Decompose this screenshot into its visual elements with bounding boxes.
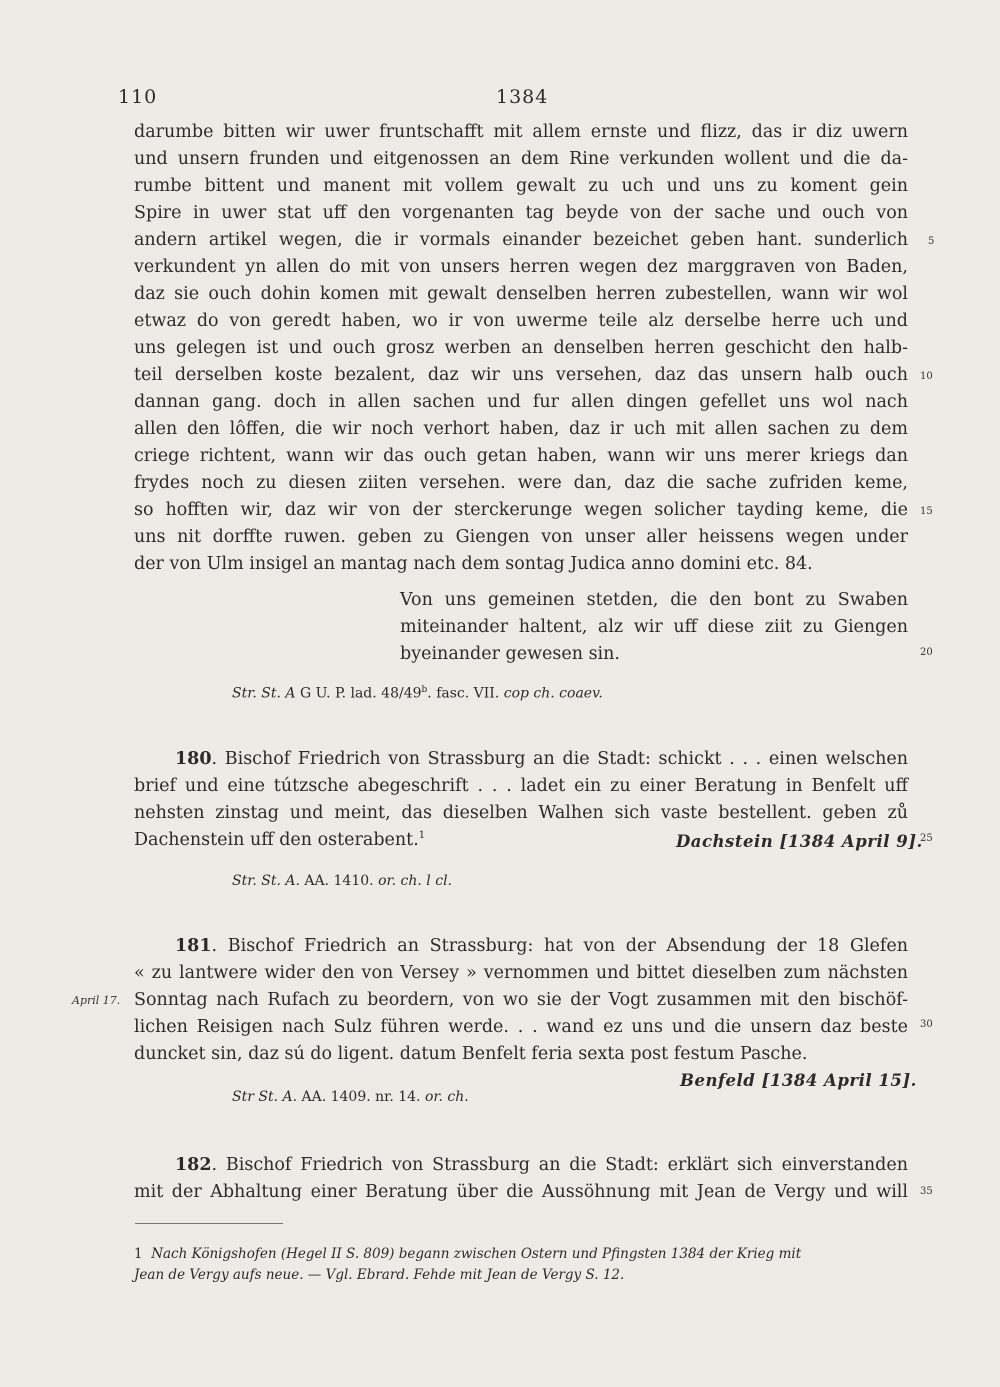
page-number: 110 [118, 86, 158, 108]
text-line: uns nit dorffte ruwen. geben zu Giengen von unser aller heissens wegen under [134, 527, 908, 547]
entry-180-line [175, 749, 908, 769]
entry-180-line [134, 830, 425, 850]
margin-date: April 17. [72, 994, 121, 1007]
signature-line: Von uns gemeinen stetden, die den bont zu Swaben [400, 590, 908, 610]
text-line: darumbe bitten wir uwer fruntschafft mit allem ernste und flizz, das ir diz uwern [134, 122, 908, 142]
text-line: andern artikel wegen, die ir vormals einander bezeichet geben hant. sunderlich [134, 230, 908, 250]
text-line: daz sie ouch dohin komen mit gewalt denselben herren zubestellen, wann wir wol [134, 284, 908, 304]
source-note [232, 685, 603, 702]
signature-line: miteinander haltent, alz wir uff diese ziit zu Giengen [400, 617, 908, 637]
text-line: dannan gang. doch in allen sachen und fur allen dingen gefellet uns wol nach [134, 392, 908, 412]
entry-text: Dachenstein uff den osterabent. [134, 830, 419, 850]
source-fasc: . fasc. VII. [427, 685, 500, 702]
source-note [232, 873, 452, 889]
entry-181-dateline: Benfeld [1384 April 15]. [680, 1071, 917, 1090]
source-archive: Str St. A. [232, 1089, 298, 1105]
source-note [232, 1089, 469, 1105]
footnote-text: Nach Königshofen (Hegel II S. 809) begann zwischen Ostern und Pfingsten 1384 der Krieg mit [151, 1246, 802, 1262]
text-line: und unsern frunden und eitgenossen an dem Rine verkunden wollent und die da- [134, 149, 908, 169]
text-line: criege richtent, wann wir das ouch getan haben, wann wir uns merer kriegs dan [134, 446, 908, 466]
entry-180-dateline: Dachstein [1384 April 9]. [676, 832, 923, 851]
source-signature: AA. 1410. [304, 873, 374, 889]
margin-line-number: 10 [920, 371, 933, 382]
text-line: rumbe bittent und manent mit vollem gewalt zu uch und uns zu koment gein [134, 176, 908, 196]
text-line: verkundent yn allen do mit von unsers herren wegen dez marggraven von Baden, [134, 257, 908, 277]
text-line: so hofften wir, daz wir von der sterckerunge wegen solicher tayding keme, die [134, 500, 908, 520]
footnote-rule [135, 1223, 283, 1224]
source-archive: Str. St. A. [232, 873, 300, 889]
source-type: or. ch. l cl. [378, 873, 452, 889]
source-type: or. ch. [424, 1089, 469, 1105]
margin-line-number: 20 [920, 647, 933, 658]
entry-text: . Bischof Friedrich an Strassburg: hat von der Absendung der 18 Glefen [211, 936, 908, 956]
source-archive: Str. St. A [232, 685, 296, 702]
entry-180-line: brief und eine tútzsche abegeschrift . . . ladet ein zu einer Beratung in Benfelt uff [134, 776, 908, 796]
source-signature: G U. P. lad. 48/49 [299, 685, 422, 702]
entry-text: . Bischof Friedrich von Strassburg an die Stadt: schickt . . . einen welschen [211, 749, 908, 769]
margin-line-number: 5 [928, 236, 935, 247]
entry-text: . Bischof Friedrich von Strassburg an die Stadt: erklärt sich einverstanden [211, 1155, 908, 1175]
footnote-ref: 1 [418, 830, 426, 842]
entry-number: 180 [175, 749, 212, 769]
text-line: allen den lôffen, die wir noch verhort haben, daz ir uch mit allen sachen zu dem [134, 419, 908, 439]
source-signature: AA. 1409. nr. 14. [301, 1089, 421, 1105]
text-line: frydes noch zu diesen ziiten versehen. were dan, daz die sache zufriden keme, [134, 473, 908, 493]
text-line: Spire in uwer stat uff den vorgenanten tag beyde von der sache und ouch von [134, 203, 908, 223]
entry-182-line [175, 1155, 908, 1175]
entry-181-line [175, 936, 908, 956]
text-line: teil derselben koste bezalent, daz wir uns versehen, daz das unsern halb ouch [134, 365, 908, 385]
entry-181-line: « zu lantwere wider den von Versey » vernommen und bittet dieselben zum nächsten [134, 963, 908, 983]
text-line: der von Ulm insigel an mantag nach dem sontag Judica anno domini etc. 84. [134, 554, 813, 574]
margin-line-number: 15 [920, 506, 933, 517]
footnote-line: Jean de Vergy aufs neue. — Vgl. Ebrard. Fehde mit Jean de Vergy S. 12. [134, 1267, 625, 1283]
entry-number: 181 [175, 936, 212, 956]
signature-line: byeinander gewesen sin. [400, 644, 620, 664]
source-type: cop ch. coaev. [503, 685, 603, 702]
text-line: etwaz do von geredt haben, wo ir von uwerme teile alz derselbe herre uch und [134, 311, 908, 331]
footnote-marker: 1 [134, 1246, 143, 1262]
source-sup: b [421, 685, 428, 695]
margin-line-number: 35 [920, 1186, 933, 1197]
running-head-year: 1384 [496, 86, 549, 108]
entry-181-line: lichen Reisigen nach Sulz führen werde. . . wand ez uns und die unsern daz beste [134, 1017, 908, 1037]
entry-181-line: duncket sin, daz sú do ligent. datum Benfelt feria sexta post festum Pasche. [134, 1044, 808, 1064]
entry-180-line: nehsten zinstag und meint, das dieselben Walhen sich vaste bestellent. geben zů [134, 803, 908, 823]
entry-number: 182 [175, 1155, 212, 1175]
text-line: uns gelegen ist und ouch grosz werben an denselben herren geschicht den halb- [134, 338, 908, 358]
entry-181-line: Sonntag nach Rufach zu beordern, von wo sie der Vogt zusammen mit den bischöf- [134, 990, 908, 1010]
entry-182-line: mit der Abhaltung einer Beratung über die Aussöhnung mit Jean de Vergy und will [134, 1182, 908, 1202]
margin-line-number: 25 [920, 833, 933, 844]
margin-line-number: 30 [920, 1019, 933, 1030]
footnote-line [134, 1246, 801, 1262]
